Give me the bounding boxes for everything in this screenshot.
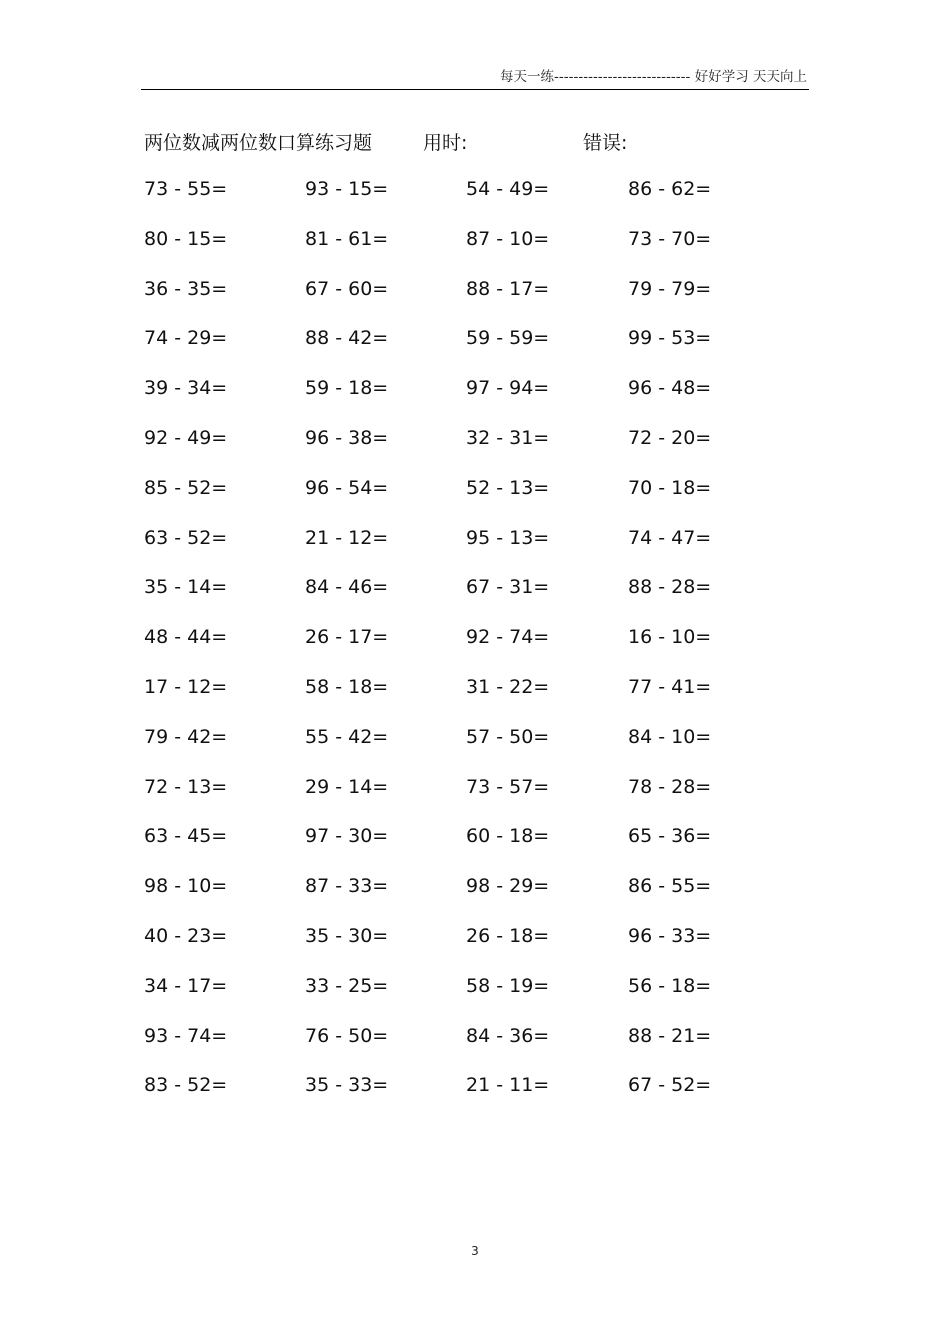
problem-item: 92 - 74= <box>466 626 550 649</box>
problem-item: 40 - 23= <box>144 925 228 947</box>
problem-item: 95 - 13= <box>466 526 550 549</box>
problem-item: 56 - 18= <box>628 974 712 997</box>
problem-item: 87 - 33= <box>305 875 389 898</box>
problem-item: 78 - 28= <box>628 775 712 798</box>
problem-item: 52 - 13= <box>466 476 550 499</box>
problem-item: 73 - 70= <box>628 227 712 250</box>
problem-item: 88 - 21= <box>628 1024 712 1047</box>
problem-item: 67 - 60= <box>305 277 389 300</box>
problem-item: 16 - 10= <box>628 626 712 649</box>
problem-item: 84 - 10= <box>628 725 712 748</box>
problem-item: 86 - 55= <box>628 875 712 898</box>
problem-item: 39 - 34= <box>144 377 228 400</box>
problem-item: 17 - 12= <box>144 676 228 698</box>
problem-item: 35 - 33= <box>305 1074 389 1097</box>
problem-item: 73 - 57= <box>466 775 550 798</box>
page-header <box>141 62 809 90</box>
problem-item: 21 - 12= <box>305 526 389 549</box>
problem-item: 67 - 52= <box>628 1074 712 1097</box>
problem-item: 54 - 49= <box>466 178 550 200</box>
problem-item: 77 - 41= <box>628 676 712 698</box>
problem-item: 72 - 20= <box>628 427 712 449</box>
problem-item: 88 - 28= <box>628 576 712 599</box>
problem-item: 87 - 10= <box>466 227 550 250</box>
problem-item: 21 - 11= <box>466 1074 550 1097</box>
problem-item: 48 - 44= <box>144 626 228 649</box>
problem-item: 96 - 48= <box>628 377 712 400</box>
problem-item: 76 - 50= <box>305 1024 389 1047</box>
problem-item: 80 - 15= <box>144 227 228 250</box>
problem-item: 74 - 29= <box>144 327 228 350</box>
problem-item: 84 - 46= <box>305 576 389 599</box>
problem-item: 96 - 38= <box>305 427 389 449</box>
problem-item: 26 - 18= <box>466 925 550 947</box>
problem-item: 35 - 14= <box>144 576 228 599</box>
problem-item: 92 - 49= <box>144 427 228 449</box>
problem-item: 67 - 31= <box>466 576 550 599</box>
problem-item: 58 - 18= <box>305 676 389 698</box>
problem-item: 98 - 10= <box>144 875 228 898</box>
problem-item: 29 - 14= <box>305 775 389 798</box>
problem-item: 96 - 33= <box>628 925 712 947</box>
problem-item: 63 - 52= <box>144 526 228 549</box>
problem-item: 72 - 13= <box>144 775 228 798</box>
problem-item: 98 - 29= <box>466 875 550 898</box>
problem-item: 84 - 36= <box>466 1024 550 1047</box>
problem-item: 93 - 74= <box>144 1024 228 1047</box>
problem-item: 93 - 15= <box>305 178 389 200</box>
problem-item: 97 - 30= <box>305 825 389 848</box>
time-label: 用时: <box>423 132 468 154</box>
problem-item: 65 - 36= <box>628 825 712 848</box>
problem-item: 57 - 50= <box>466 725 550 748</box>
problem-item: 79 - 79= <box>628 277 712 300</box>
problem-item: 70 - 18= <box>628 476 712 499</box>
problem-item: 55 - 42= <box>305 725 389 748</box>
problem-item: 58 - 19= <box>466 974 550 997</box>
problem-item: 99 - 53= <box>628 327 712 350</box>
problem-item: 31 - 22= <box>466 676 550 698</box>
problem-item: 81 - 61= <box>305 227 389 250</box>
problem-item: 96 - 54= <box>305 476 389 499</box>
problem-item: 32 - 31= <box>466 427 550 449</box>
problem-item: 88 - 42= <box>305 327 389 350</box>
problem-item: 74 - 47= <box>628 526 712 549</box>
problem-item: 97 - 94= <box>466 377 550 400</box>
problem-item: 34 - 17= <box>144 974 228 997</box>
problem-item: 26 - 17= <box>305 626 389 649</box>
worksheet-title: 两位数减两位数口算练习题 <box>144 132 373 154</box>
problem-item: 83 - 52= <box>144 1074 228 1097</box>
problem-item: 59 - 59= <box>466 327 550 350</box>
header-text: 每天一练---------------------------- 好好学习 天天向上 <box>500 69 807 85</box>
problem-item: 33 - 25= <box>305 974 389 997</box>
problem-item: 63 - 45= <box>144 825 228 848</box>
page-number: 3 <box>471 1244 479 1258</box>
problem-item: 59 - 18= <box>305 377 389 400</box>
problem-item: 73 - 55= <box>144 178 228 200</box>
problem-item: 36 - 35= <box>144 277 228 300</box>
problem-item: 60 - 18= <box>466 825 550 848</box>
problem-item: 35 - 30= <box>305 925 389 947</box>
problem-item: 85 - 52= <box>144 476 228 499</box>
problem-item: 79 - 42= <box>144 725 228 748</box>
problem-item: 88 - 17= <box>466 277 550 300</box>
problem-item: 86 - 62= <box>628 178 712 200</box>
worksheet-title-row <box>0 128 950 156</box>
error-label: 错误: <box>583 132 628 154</box>
